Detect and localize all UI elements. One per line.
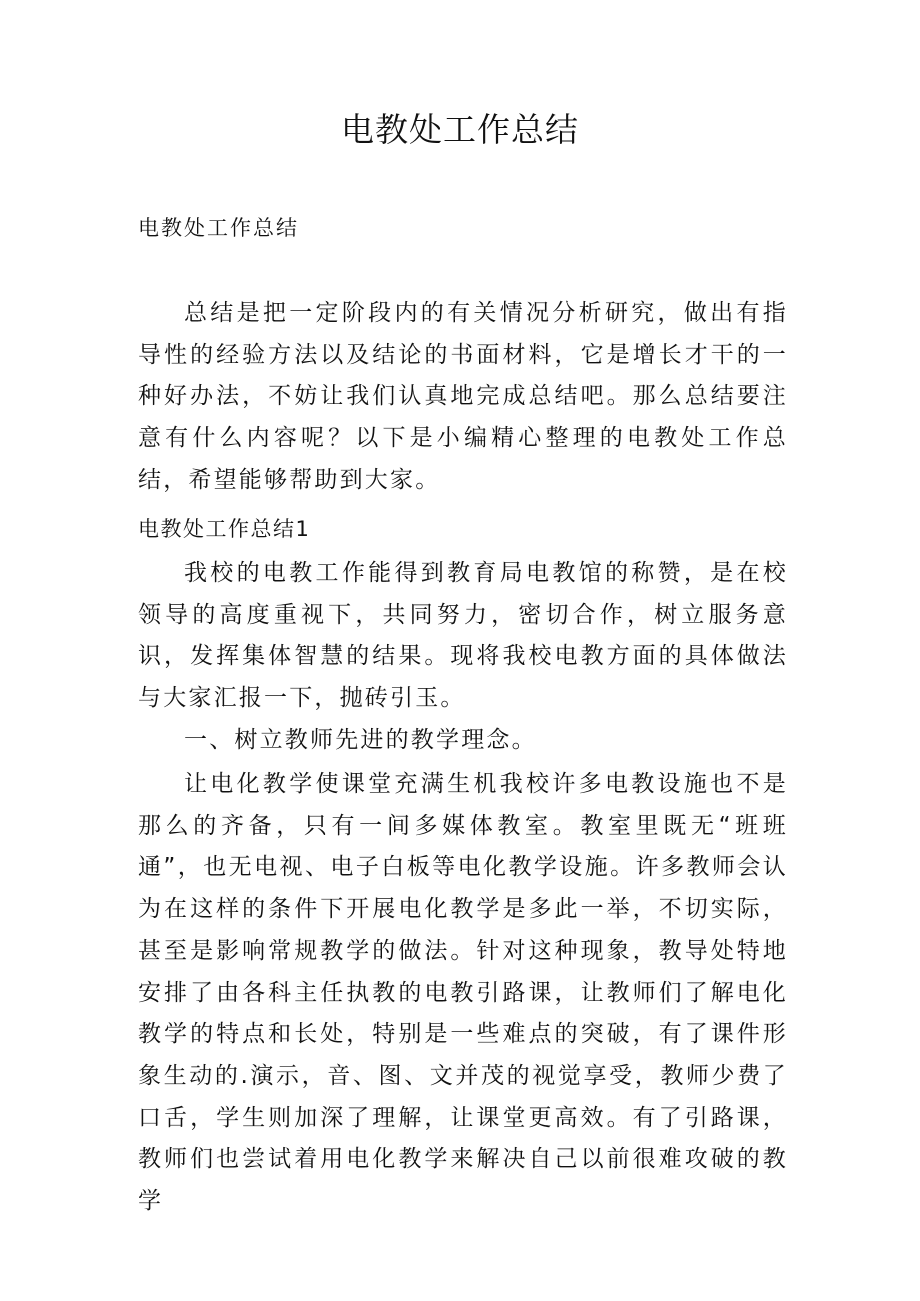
section-title: 电教处工作总结1 (138, 517, 311, 541)
document-subtitle: 电教处工作总结 (138, 216, 299, 240)
intro-paragraph: 总结是把一定阶段内的有关情况分析研究，做出有指导性的经验方法以及结论的书面材料，它是增长才干的一种好办法，不妨让我们认真地完成总结吧。那么总结要注意有什么内容呢？以下是小编精心整理的电教处工作总结，希望能够帮助到大家。 (138, 300, 788, 493)
body-paragraph-1: 我校的电教工作能得到教育局电教馆的称赞，是在校领导的高度重视下，共同努力，密切合作，树立服务意识，发挥集体智慧的结果。现将我校电教方面的具体做法与大家汇报一下，抛砖引玉。 (138, 560, 788, 712)
document-title: 电教处工作总结 (341, 110, 579, 149)
body-paragraph-2: 让电化教学使课堂充满生机我校许多电教设施也不是那么的齐备，只有一间多媒体教室。教室里既无“班班通”，也无电视、电子白板等电化教学设施。许多教师会认为在这样的条件下开展电化教学是多此一举，不切实际，甚至是影响常规教学的做法。针对这种现象，教导处特地安排了由各科主任执教的电教引路课，让教师们了解电化教学的特点和长处，特别是一些难点的突破，有了课件形象生动的.演示，音、图、文并茂的视觉享受，教师少费了口舌，学生则加深了理解，让课堂更高效。有了引路课，教师们也尝试着用电化教学来解决自己以前很难攻破的教学 (138, 771, 788, 1215)
section-heading-1: 一、树立教师先进的教学理念。 (184, 727, 537, 753)
